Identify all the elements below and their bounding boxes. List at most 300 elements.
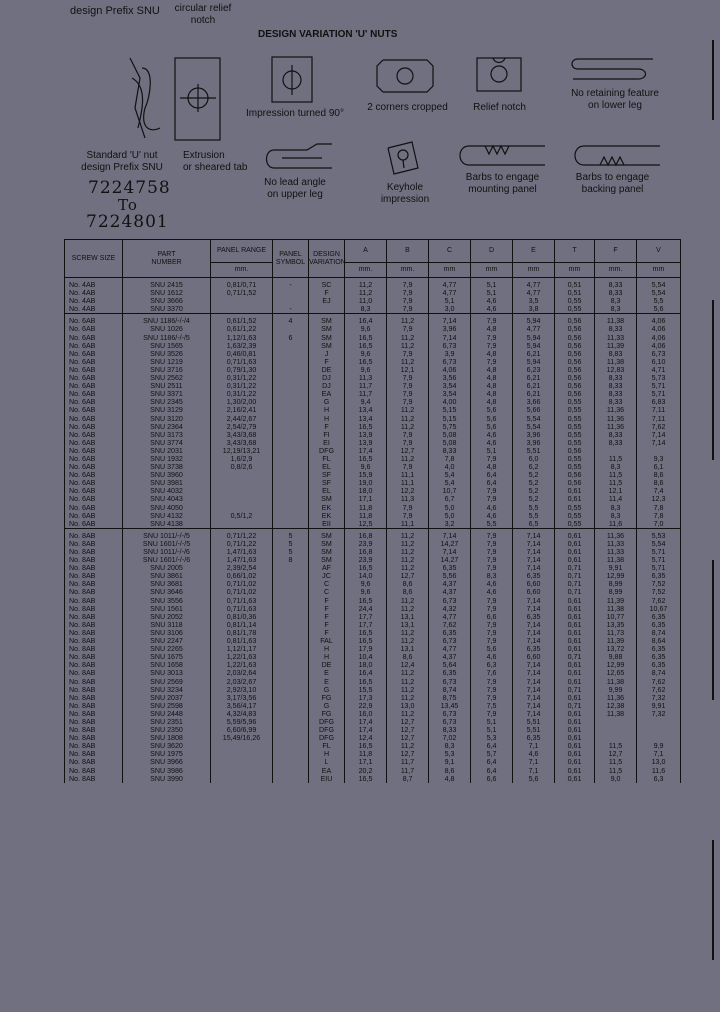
table-cell: 7,1 <box>513 758 555 766</box>
table-cell: E <box>309 678 345 686</box>
table-cell: No. 6AB <box>65 479 123 487</box>
table-row <box>65 734 681 742</box>
table-cell: 0,81/0,36 <box>211 613 273 621</box>
table-cell: 7,9 <box>471 528 513 540</box>
table-cell <box>273 758 309 766</box>
table-cell: 7,14 <box>513 528 555 540</box>
table-cell: No. 8AB <box>65 758 123 766</box>
table-cell: 3,9 <box>429 350 471 358</box>
table-cell: 7,62 <box>429 621 471 629</box>
table-cell: SNU 2031 <box>123 447 211 455</box>
table-cell: No. 8AB <box>65 669 123 677</box>
table-cell: 11,2 <box>387 694 429 702</box>
table-cell: 10,77 <box>595 613 637 621</box>
table-cell: 15,9 <box>345 471 387 479</box>
table-cell: 7,9 <box>471 455 513 463</box>
table-cell: EL <box>309 487 345 495</box>
table-cell: 4,8 <box>471 350 513 358</box>
table-cell: 7,6 <box>471 669 513 677</box>
table-cell: 12,7 <box>387 718 429 726</box>
table-cell: 4,37 <box>429 580 471 588</box>
table-cell: SM <box>309 325 345 333</box>
table-cell: 5,6 <box>471 645 513 653</box>
table-cell: 7,9 <box>471 540 513 548</box>
table-cell <box>273 325 309 333</box>
table-cell: 13,9 <box>345 431 387 439</box>
table-row <box>65 366 681 374</box>
table-cell: 12,7 <box>387 750 429 758</box>
table-cell: 11,2 <box>387 314 429 326</box>
table-cell: 5,1 <box>429 297 471 305</box>
table-cell <box>273 637 309 645</box>
table-cell: 9,3 <box>637 455 681 463</box>
table-cell: No. 8AB <box>65 637 123 645</box>
table-cell <box>273 775 309 783</box>
table-cell: 6,6 <box>471 775 513 783</box>
col-dim-b-unit: mm. <box>387 263 429 278</box>
table-cell: No. 6AB <box>65 350 123 358</box>
table-cell: 11,39 <box>595 342 637 350</box>
table-cell <box>211 750 273 758</box>
table-cell: 7,14 <box>429 314 471 326</box>
table-cell: J <box>309 350 345 358</box>
table-cell: 4,8 <box>429 775 471 783</box>
table-cell: 6,7 <box>429 495 471 503</box>
table-cell: F <box>309 289 345 297</box>
table-cell: 11,36 <box>595 415 637 423</box>
table-row <box>65 423 681 431</box>
table-cell: DFG <box>309 726 345 734</box>
table-cell: 7,14 <box>429 548 471 556</box>
table-cell: 0,61 <box>555 742 595 750</box>
table-cell: F <box>309 629 345 637</box>
table-cell: - <box>273 305 309 314</box>
table-cell: 8,74 <box>429 686 471 694</box>
table-cell: 14,27 <box>429 556 471 564</box>
table-cell: 8,7 <box>387 775 429 783</box>
table-cell: H <box>309 415 345 423</box>
table-cell: SNU 3371 <box>123 390 211 398</box>
table-cell: EII <box>309 520 345 529</box>
table-row <box>65 528 681 540</box>
table-cell: 6,35 <box>513 613 555 621</box>
table-cell: No. 4AB <box>65 289 123 297</box>
table-cell: 7,62 <box>637 678 681 686</box>
table-cell: 5,3 <box>471 734 513 742</box>
table-cell: 1,22/1,63 <box>211 661 273 669</box>
table-cell <box>595 734 637 742</box>
table-cell: 5,6 <box>471 406 513 414</box>
table-cell <box>273 512 309 520</box>
table-cell: SNU 1601/-/-/5 <box>123 540 211 548</box>
table-cell: 3,96 <box>513 439 555 447</box>
table-cell: 9,6 <box>345 580 387 588</box>
table-cell: 14,0 <box>345 572 387 580</box>
table-cell: 7,9 <box>471 597 513 605</box>
table-cell: 7,9 <box>387 297 429 305</box>
table-cell: 0,31/1,22 <box>211 390 273 398</box>
table-cell: 16,5 <box>345 342 387 350</box>
table-cell: 16,5 <box>345 637 387 645</box>
table-cell: 5,5 <box>471 520 513 529</box>
table-row <box>65 678 681 686</box>
table-cell: 11,33 <box>595 334 637 342</box>
table-cell: FAL <box>309 637 345 645</box>
table-cell: SNU 2562 <box>123 374 211 382</box>
table-cell <box>273 342 309 350</box>
table-cell: 16,5 <box>345 334 387 342</box>
table-cell: 5 <box>273 548 309 556</box>
table-cell: 0,56 <box>555 334 595 342</box>
no-lead-angle-label: No lead angle on upper leg <box>264 177 326 200</box>
table-cell: No. 6AB <box>65 382 123 390</box>
table-cell: 6,73 <box>429 678 471 686</box>
table-cell: 11,39 <box>595 597 637 605</box>
table-cell: 11,2 <box>387 597 429 605</box>
table-cell: 6,60 <box>513 588 555 596</box>
table-cell: 3,96 <box>429 325 471 333</box>
table-cell: 3,56/4,17 <box>211 702 273 710</box>
table-cell: 9,9 <box>637 742 681 750</box>
table-cell: No. 8AB <box>65 621 123 629</box>
table-cell: 6,73 <box>429 718 471 726</box>
table-row <box>65 495 681 503</box>
table-cell: 11,7 <box>345 382 387 390</box>
table-cell: 2,92/3,10 <box>211 686 273 694</box>
table-cell: No. 6AB <box>65 374 123 382</box>
table-cell: 2,03/2,64 <box>211 669 273 677</box>
table-cell: DFG <box>309 718 345 726</box>
table-cell <box>273 431 309 439</box>
col-panel-symbol: PANEL SYMBOL <box>273 240 309 278</box>
table-cell: 7,14 <box>513 597 555 605</box>
table-cell: 7,9 <box>471 556 513 564</box>
table-row <box>65 686 681 694</box>
table-cell: 7,9 <box>387 504 429 512</box>
table-cell: 0,61 <box>555 694 595 702</box>
table-row <box>65 382 681 390</box>
table-row <box>65 613 681 621</box>
table-cell: 13,72 <box>595 645 637 653</box>
impression-turned-figure <box>270 55 320 110</box>
table-cell: 5,5 <box>637 297 681 305</box>
table-cell: 7,9 <box>471 629 513 637</box>
table-cell: 9,1 <box>429 758 471 766</box>
table-cell: 5,1 <box>471 447 513 455</box>
table-cell: 8,3 <box>429 742 471 750</box>
table-cell: SM <box>309 540 345 548</box>
table-cell: 17,7 <box>345 621 387 629</box>
table-cell: 12,83 <box>595 366 637 374</box>
table-cell: 0,81/1,78 <box>211 629 273 637</box>
table-cell: 11,38 <box>595 358 637 366</box>
no-lead-angle-figure <box>262 140 337 180</box>
table-cell <box>273 734 309 742</box>
table-cell: 15,5 <box>345 686 387 694</box>
table-cell: 7,1 <box>513 742 555 750</box>
table-cell: SNU 3738 <box>123 463 211 471</box>
table-cell: 7,9 <box>471 637 513 645</box>
table-cell: 6,73 <box>429 710 471 718</box>
table-cell: 7,9 <box>387 439 429 447</box>
table-cell: 0,55 <box>555 431 595 439</box>
table-cell: SNU 2511 <box>123 382 211 390</box>
table-cell: 0,61 <box>555 637 595 645</box>
table-cell <box>637 718 681 726</box>
table-cell: 11,39 <box>595 637 637 645</box>
table-cell: 11,2 <box>345 278 387 290</box>
table-cell: 11,2 <box>387 686 429 694</box>
table-cell: 4,6 <box>471 305 513 314</box>
table-cell: 5,94 <box>513 334 555 342</box>
table-cell <box>637 447 681 455</box>
table-cell: 0,61 <box>555 726 595 734</box>
table-cell: SNU 3556 <box>123 597 211 605</box>
table-cell: 3,17/3,56 <box>211 694 273 702</box>
table-cell: 5,2 <box>513 487 555 495</box>
table-cell: 4,6 <box>471 431 513 439</box>
table-cell: 11,1 <box>387 479 429 487</box>
table-cell <box>211 742 273 750</box>
table-cell: 0,61 <box>555 718 595 726</box>
col-dim-d: D <box>471 240 513 263</box>
table-cell: 7,9 <box>471 314 513 326</box>
table-cell: 5 <box>273 528 309 540</box>
table-cell: EK <box>309 512 345 520</box>
table-cell: SNU 4050 <box>123 504 211 512</box>
table-cell: 10,4 <box>345 653 387 661</box>
table-cell: SNU 1612 <box>123 289 211 297</box>
table-cell: No. 8AB <box>65 718 123 726</box>
table-cell: 7,8 <box>637 504 681 512</box>
table-cell: 11,2 <box>387 540 429 548</box>
table-cell: 7,32 <box>637 710 681 718</box>
table-cell: 7,14 <box>513 669 555 677</box>
table-cell: SNU 3013 <box>123 669 211 677</box>
table-cell: 7,9 <box>387 431 429 439</box>
table-cell <box>273 678 309 686</box>
table-cell: E <box>309 669 345 677</box>
table-cell: 0,55 <box>555 463 595 471</box>
barbs-backing-figure <box>570 140 665 175</box>
table-cell: 4,77 <box>513 289 555 297</box>
table-cell: 6,5 <box>513 520 555 529</box>
table-cell: 7,5 <box>471 702 513 710</box>
table-cell: 7,02 <box>429 734 471 742</box>
table-cell: 0,55 <box>555 398 595 406</box>
table-cell: No. 6AB <box>65 439 123 447</box>
table-cell: SNU 1975 <box>123 750 211 758</box>
table-cell: 1,6/2,9 <box>211 455 273 463</box>
table-row <box>65 540 681 548</box>
table-cell: 7,9 <box>387 374 429 382</box>
table-cell: 0,55 <box>555 439 595 447</box>
table-cell: SNU 3774 <box>123 439 211 447</box>
table-cell: 0,71/1,52 <box>211 289 273 297</box>
table-cell: SNU 3526 <box>123 350 211 358</box>
table-cell: 13,0 <box>637 758 681 766</box>
table-cell: SNU 3861 <box>123 572 211 580</box>
table-cell: 6,35 <box>429 669 471 677</box>
table-cell: 7,14 <box>513 702 555 710</box>
table-cell: SM <box>309 314 345 326</box>
table-cell: F <box>309 621 345 629</box>
table-cell: SNU 3960 <box>123 471 211 479</box>
col-dim-e-unit: mm <box>513 263 555 278</box>
table-cell: No. 8AB <box>65 686 123 694</box>
table-cell <box>211 297 273 305</box>
table-cell: SNU 2448 <box>123 710 211 718</box>
table-row <box>65 694 681 702</box>
table-cell: No. 6AB <box>65 423 123 431</box>
table-cell: No. 6AB <box>65 431 123 439</box>
table-cell: 4,71 <box>637 366 681 374</box>
table-cell: DFG <box>309 447 345 455</box>
table-cell: No. 8AB <box>65 694 123 702</box>
table-cell: 16,5 <box>345 423 387 431</box>
table-cell: 11,2 <box>387 605 429 613</box>
table-cell: 6,73 <box>429 637 471 645</box>
table-cell: 12,99 <box>595 661 637 669</box>
table-cell: 11,2 <box>387 334 429 342</box>
table-row <box>65 439 681 447</box>
table-cell: 6,73 <box>429 342 471 350</box>
table-cell: 4,6 <box>471 653 513 661</box>
table-cell: 6,35 <box>637 661 681 669</box>
table-cell: 3,5 <box>513 297 555 305</box>
table-cell: No. 6AB <box>65 512 123 520</box>
table-cell: SNU 1932 <box>123 455 211 463</box>
table-cell: DFG <box>309 734 345 742</box>
table-cell: 13,45 <box>429 702 471 710</box>
table-cell: 6,83 <box>637 398 681 406</box>
table-cell: 13,0 <box>387 702 429 710</box>
table-cell: 7,0 <box>637 520 681 529</box>
table-cell <box>273 374 309 382</box>
table-cell: 3,54 <box>429 382 471 390</box>
table-cell: 1,12/1,63 <box>211 334 273 342</box>
col-dim-b: B <box>387 240 429 263</box>
table-cell: 6,4 <box>471 758 513 766</box>
table-cell: 0,61 <box>555 605 595 613</box>
col-dim-a-unit: mm. <box>345 263 387 278</box>
table-cell: No. 8AB <box>65 572 123 580</box>
table-cell: FI <box>309 431 345 439</box>
table-cell: 6,35 <box>513 734 555 742</box>
table-cell <box>273 694 309 702</box>
table-cell <box>273 423 309 431</box>
table-cell <box>273 297 309 305</box>
table-cell: 5,71 <box>637 556 681 564</box>
table-cell: No. 6AB <box>65 520 123 529</box>
table-row <box>65 702 681 710</box>
table-cell: 4,8 <box>471 398 513 406</box>
table-cell: 4,06 <box>637 342 681 350</box>
table-cell <box>211 767 273 775</box>
table-cell: SNU 1011/-/-/6 <box>123 548 211 556</box>
table-cell: 5,54 <box>513 423 555 431</box>
relief-notch-figure <box>475 56 525 99</box>
table-cell: 7,14 <box>513 621 555 629</box>
table-cell: 0,55 <box>555 305 595 314</box>
table-cell: 8,6 <box>387 580 429 588</box>
table-cell: 0,79/1,30 <box>211 366 273 374</box>
table-cell: No. 8AB <box>65 556 123 564</box>
table-cell: FG <box>309 694 345 702</box>
table-row <box>65 479 681 487</box>
table-cell: DJ <box>309 374 345 382</box>
table-cell: No. 8AB <box>65 548 123 556</box>
table-cell <box>273 613 309 621</box>
table-cell: 4,8 <box>471 390 513 398</box>
table-row <box>65 621 681 629</box>
table-cell: 7,9 <box>387 382 429 390</box>
table-cell: 0,56 <box>555 374 595 382</box>
table-cell: 5,1 <box>471 278 513 290</box>
table-cell: 16,5 <box>345 775 387 783</box>
handwritten-part-start: 7224758 <box>88 178 171 198</box>
table-cell: 8,6 <box>387 588 429 596</box>
table-cell: 8,33 <box>595 398 637 406</box>
table-body <box>65 278 681 783</box>
table-cell: 18,0 <box>345 661 387 669</box>
table-cell: DE <box>309 366 345 374</box>
table-cell: 5,15 <box>429 415 471 423</box>
table-cell: SM <box>309 342 345 350</box>
table-cell: 6,60 <box>513 653 555 661</box>
table-row <box>65 767 681 775</box>
table-cell: 4,06 <box>637 325 681 333</box>
table-cell: SNU 1658 <box>123 661 211 669</box>
table-cell: 5,64 <box>429 661 471 669</box>
table-cell: 8,83 <box>595 350 637 358</box>
table-row <box>65 487 681 495</box>
table-cell: 5,73 <box>637 374 681 382</box>
table-cell <box>211 471 273 479</box>
table-cell: 0,55 <box>555 297 595 305</box>
table-cell: F <box>309 605 345 613</box>
table-cell: 11,3 <box>387 495 429 503</box>
table-cell: 10,67 <box>637 605 681 613</box>
table-cell: 0,31/1,22 <box>211 382 273 390</box>
table-cell: 8,99 <box>595 580 637 588</box>
table-cell: 11,6 <box>637 767 681 775</box>
table-cell <box>273 447 309 455</box>
table-cell <box>211 758 273 766</box>
table-row <box>65 390 681 398</box>
table-cell: 7,9 <box>471 686 513 694</box>
table-cell: 0,61 <box>555 528 595 540</box>
table-cell: 4,77 <box>513 278 555 290</box>
table-cell: F <box>309 613 345 621</box>
table-cell: 8,99 <box>595 588 637 596</box>
table-cell: No. 8AB <box>65 580 123 588</box>
table-cell: 0,61/1,22 <box>211 325 273 333</box>
table-cell: 16,5 <box>345 629 387 637</box>
table-cell: 0,51 <box>555 278 595 290</box>
table-row <box>65 572 681 580</box>
table-cell: 7,9 <box>387 398 429 406</box>
table-cell: 3,2 <box>429 520 471 529</box>
table-cell: 7,14 <box>513 564 555 572</box>
table-cell: 11,3 <box>345 374 387 382</box>
table-cell: 7,9 <box>471 487 513 495</box>
table-cell: SNU 2351 <box>123 718 211 726</box>
table-cell: 6,35 <box>637 572 681 580</box>
corners-cropped-label: 2 corners cropped <box>367 102 448 113</box>
table-cell: 7,62 <box>637 686 681 694</box>
table-cell: 11,38 <box>595 710 637 718</box>
